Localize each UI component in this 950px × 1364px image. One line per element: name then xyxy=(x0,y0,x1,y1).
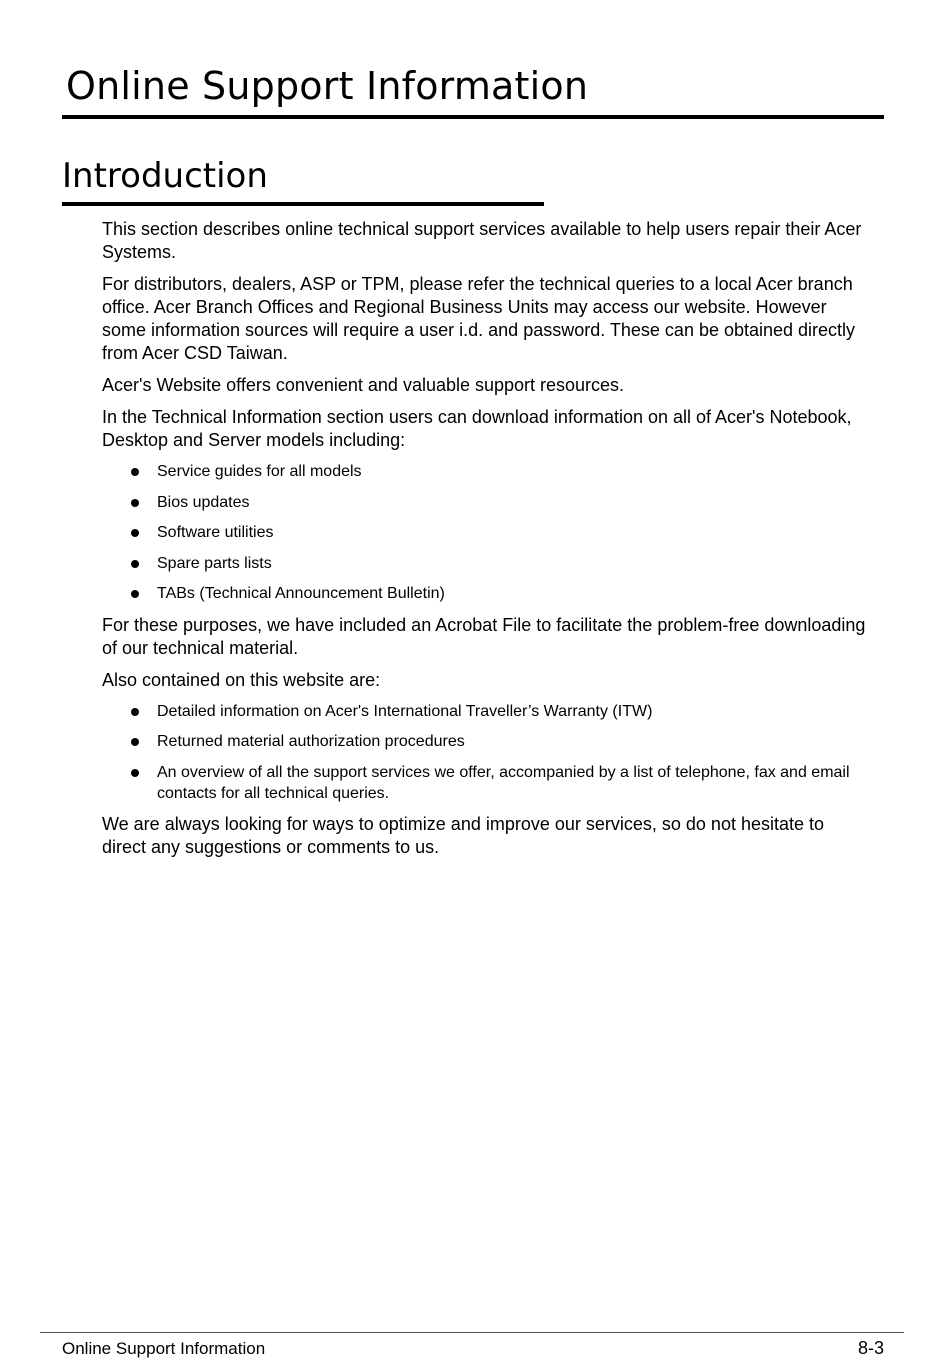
chapter-title: Online Support Information xyxy=(66,64,589,108)
list-item xyxy=(102,461,872,482)
bullet-icon xyxy=(131,529,139,537)
list-item xyxy=(102,553,872,574)
list-item-text: Spare parts lists xyxy=(157,554,272,572)
list-item xyxy=(102,731,872,752)
bullet-icon xyxy=(131,590,139,598)
list-item-text: Service guides for all models xyxy=(157,463,362,480)
paragraph-acrobat: For these purposes, we have included an Acrobat File to facilitate the problem-free downloading of our technical material. xyxy=(102,614,866,658)
bullet-icon xyxy=(131,769,139,777)
bullet-icon xyxy=(131,738,139,746)
paragraph-website: Acer's Website offers convenient and valuable support resources. xyxy=(102,375,625,395)
paragraph-closing: We are always looking for ways to optimize and improve our services, so do not hesitate to direct any suggestions or comments to us. xyxy=(102,814,825,857)
footer-rule xyxy=(40,1332,904,1333)
section-title: Introduction xyxy=(62,156,268,196)
bullet-icon xyxy=(131,708,139,716)
chapter-title-rule xyxy=(62,115,884,119)
page-body xyxy=(102,218,872,868)
footer-title: Online Support Information xyxy=(62,1339,266,1358)
bullet-icon xyxy=(131,499,139,507)
paragraph-distributors: For distributors, dealers, ASP or TPM, please refer the technical queries to a local Acer branch office. Acer Branch Offices and Regional Business Units may access our website. However some information sources will require a user i.d. and password. These can be obtained directly from Acer CSD Taiwan. xyxy=(102,274,856,363)
paragraph-also-contained: Also contained on this website are: xyxy=(102,669,381,690)
paragraph-intro: This section describes online technical support services available to help users repair their Acer Systems. xyxy=(102,219,862,262)
page-number: 8-3 xyxy=(857,1338,884,1358)
list-item-text: Bios updates xyxy=(157,493,250,511)
section-title-rule xyxy=(62,202,544,206)
bullet-icon xyxy=(131,468,139,476)
list-item-text: Detailed information on Acer's International Traveller’s Warranty (ITW) xyxy=(157,702,653,720)
technical-info-list xyxy=(102,461,872,604)
list-item-text: Software utilities xyxy=(157,524,274,541)
list-item-text: TABs (Technical Announcement Bulletin) xyxy=(157,585,445,602)
list-item xyxy=(102,701,872,722)
paragraph-technical-info: In the Technical Information section users can download information on all of Acer's Notebook, Desktop and Server models including: xyxy=(102,407,852,450)
list-item-text: Returned material authorization procedures xyxy=(157,733,465,750)
list-item xyxy=(102,762,872,804)
list-item-text: An overview of all the support services we offer, accompanied by a list of telephone, fax and email contacts for all technical queries. xyxy=(157,763,850,802)
website-contents-list xyxy=(102,701,872,804)
bullet-icon xyxy=(131,560,139,568)
list-item xyxy=(102,522,872,543)
list-item xyxy=(102,583,872,604)
list-item xyxy=(102,492,872,513)
